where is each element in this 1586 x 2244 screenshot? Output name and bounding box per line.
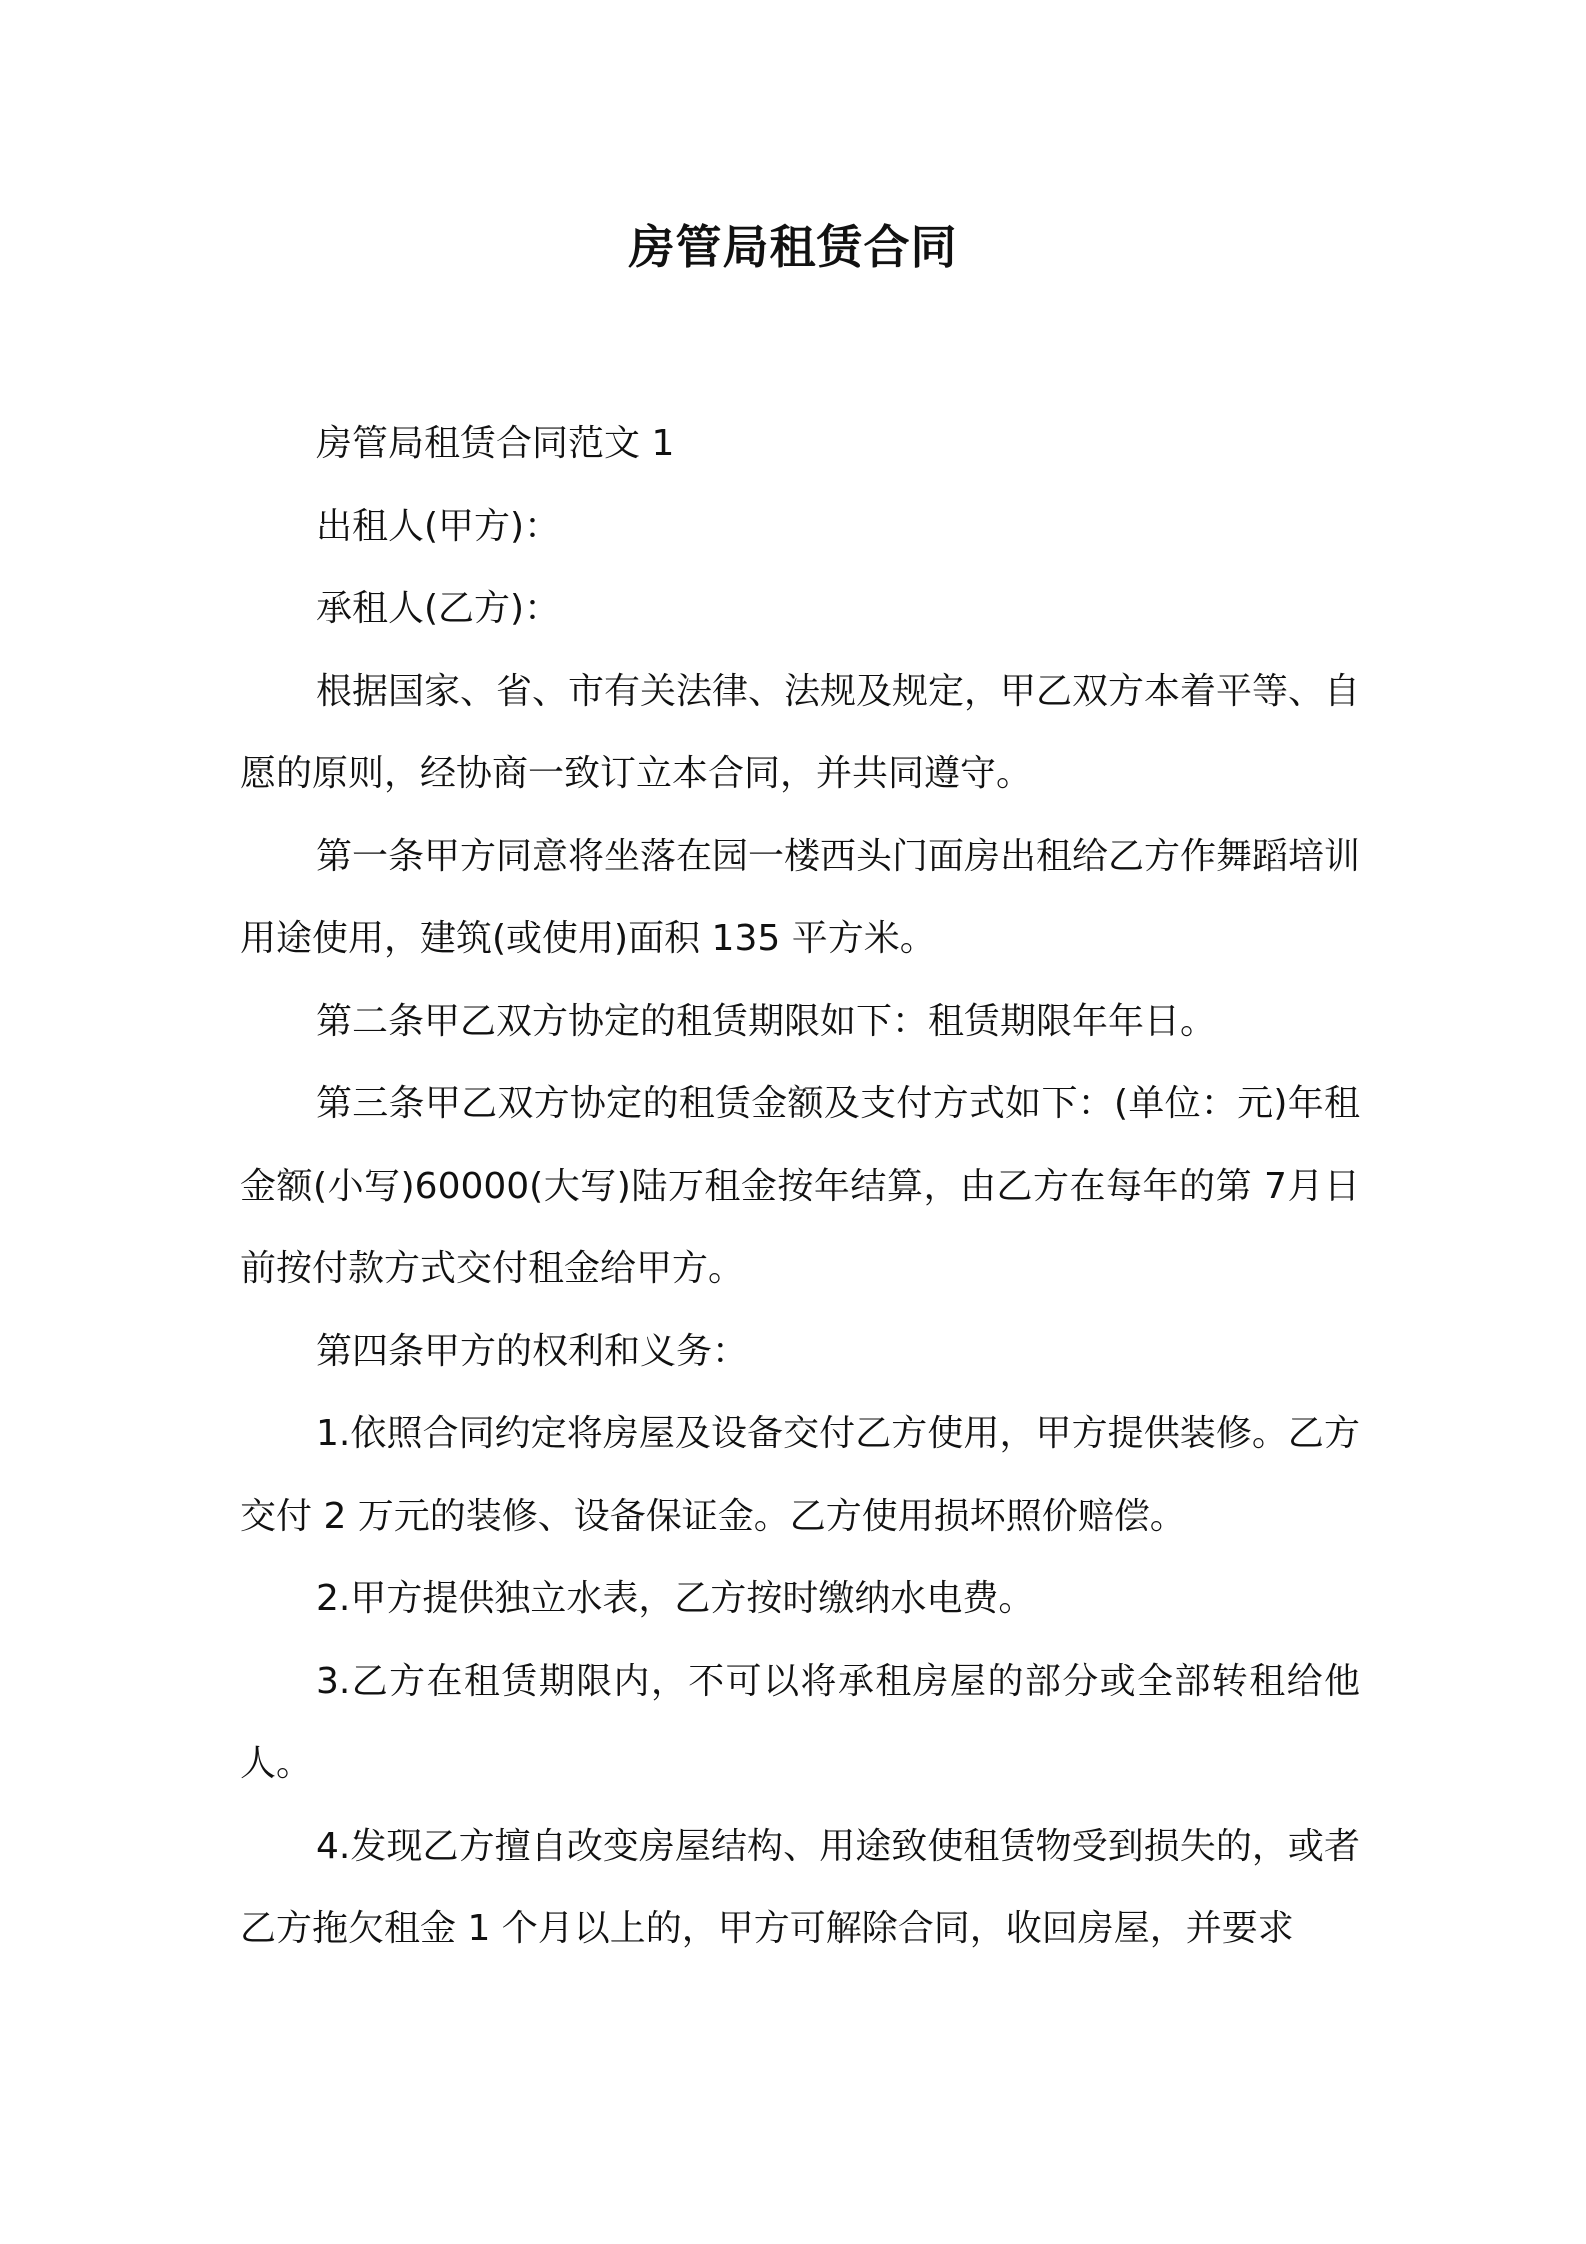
document-title: 房管局租赁合同 bbox=[628, 220, 958, 274]
paragraph-preamble: 根据国家、省、市有关法律、法规及规定，甲乙双方本着平等、自愿的原则，经协商一致订立本合同，并共同遵守。 bbox=[240, 670, 1361, 794]
paragraph-sample-heading: 房管局租赁合同范文 1 bbox=[316, 423, 675, 464]
paragraph-lessee: 承租人(乙方)： bbox=[316, 588, 561, 629]
paragraph-article-1: 第一条甲方同意将坐落在园一楼西头门面房出租给乙方作舞蹈培训用途使用，建筑(或使用)面积 135 平方米。 bbox=[240, 835, 1361, 959]
paragraph-article-4: 第四条甲方的权利和义务： bbox=[316, 1330, 749, 1372]
paragraph-clause-4: 4.发现乙方擅自改变房屋结构、用途致使租赁物受到损失的，或者乙方拖欠租金 1 个月以上的，甲方可解除合同，收回房屋，并要求 bbox=[240, 1825, 1360, 1949]
paragraph-clause-1: 1.依照合同约定将房屋及设备交付乙方使用，甲方提供装修。乙方交付 2 万元的装修、设备保证金。乙方使用损坏照价赔偿。 bbox=[240, 1413, 1360, 1537]
paragraph-article-3: 第三条甲乙双方协定的租赁金额及支付方式如下：(单位：元)年租金额(小写)60000(大写)陆万租金按年结算，由乙方在每年的第 7月日前按付款方式交付租金给甲方。 bbox=[240, 1083, 1360, 1289]
paragraph-lessor: 出租人(甲方)： bbox=[316, 505, 561, 547]
paragraph-clause-3: 3.乙方在租赁期限内，不可以将承租房屋的部分或全部转租给他人。 bbox=[240, 1660, 1360, 1784]
paragraph-article-2: 第二条甲乙双方协定的租赁期限如下：租赁期限年年日。 bbox=[316, 1000, 1217, 1042]
paragraph-clause-2: 2.甲方提供独立水表，乙方按时缴纳水电费。 bbox=[316, 1578, 1035, 1619]
document-body bbox=[240, 403, 1360, 1971]
